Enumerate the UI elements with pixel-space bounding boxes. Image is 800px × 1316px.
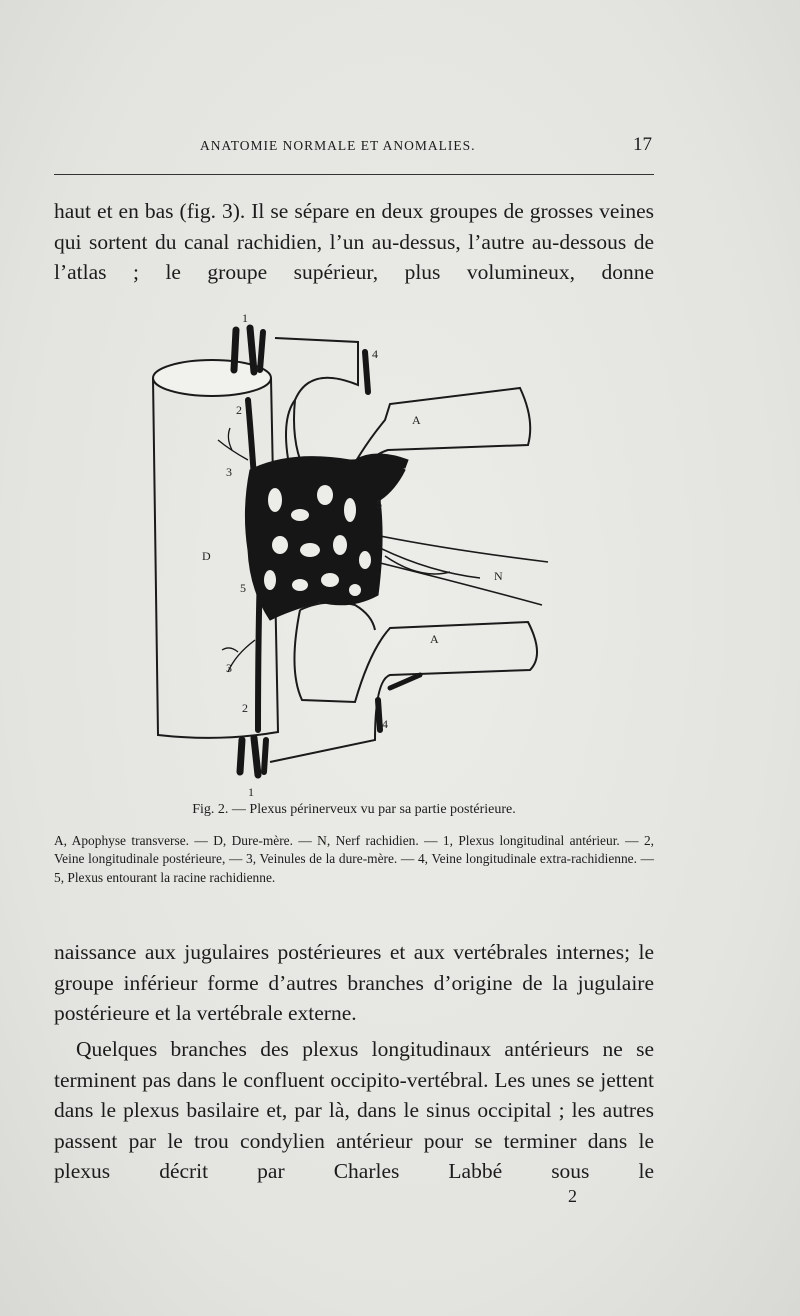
label-four-bottom: 4: [382, 717, 388, 731]
label-a-bottom: A: [430, 632, 439, 646]
header-rule: [54, 174, 654, 175]
label-two-bottom: 2: [242, 701, 248, 715]
signature-mark: 2: [568, 1186, 577, 1206]
running-header: [54, 132, 654, 162]
label-n: N: [494, 569, 503, 583]
label-three-bottom: 3: [226, 661, 232, 675]
label-three-top: 3: [226, 465, 232, 479]
page-number: 17: [633, 134, 652, 155]
paragraph-after-figure: naissance aux jugulaires postérieures et aux vertébrales internes; le groupe inférieur forme d’autres branches d’origine de la jugulaire postérieure et la vertébrale externe.: [54, 940, 654, 1025]
label-a-top: A: [412, 413, 421, 427]
running-title: ANATOMIE NORMALE ET ANOMALIES.: [200, 138, 476, 153]
spinal-nerve: [368, 535, 548, 605]
label-five-left: 5: [240, 581, 246, 595]
label-four-top: 4: [372, 347, 378, 361]
label-two-top: 2: [236, 403, 242, 417]
label-d: D: [202, 549, 211, 563]
label-five-right: 5: [376, 497, 382, 511]
figure-legend: A, Apophyse transverse. — D, Dure-mère. — N, Nerf rachidien. — 1, Plexus longitudinal antérieur. — 2, Veine longitudinale postérieure, — 3, Veinules de la dure-mère. — 4, Veine longitudinale extra-rachidienne. — 5, Plexus entourant la racine rachidienne.: [54, 833, 654, 885]
label-one-bottom: 1: [248, 785, 254, 799]
anatomical-figure: [150, 310, 560, 800]
paragraph-continued: haut et en bas (fig. 3). Il se sépare en deux groupes de grosses veines qui sortent du canal rachidien, l’un au-dessus, l’autre au-dessous de l’atlas ; le groupe supérieur, plus volumineux, donne: [54, 199, 654, 284]
figure-caption: Fig. 2. — Plexus périnerveux vu par sa partie postérieure.: [192, 802, 516, 817]
paragraph-quelques: Quelques branches des plexus longitudinaux antérieurs ne se terminent pas dans le confluent occipito-vertébral. Les unes se jettent dans le plexus basilaire et, par là, dans le sinus occipital ; les autres passent par le trou condylien antérieur pour se terminer dans le plexus décrit par Charles Labbé sous le: [54, 1037, 654, 1183]
label-one-top: 1: [242, 311, 248, 325]
